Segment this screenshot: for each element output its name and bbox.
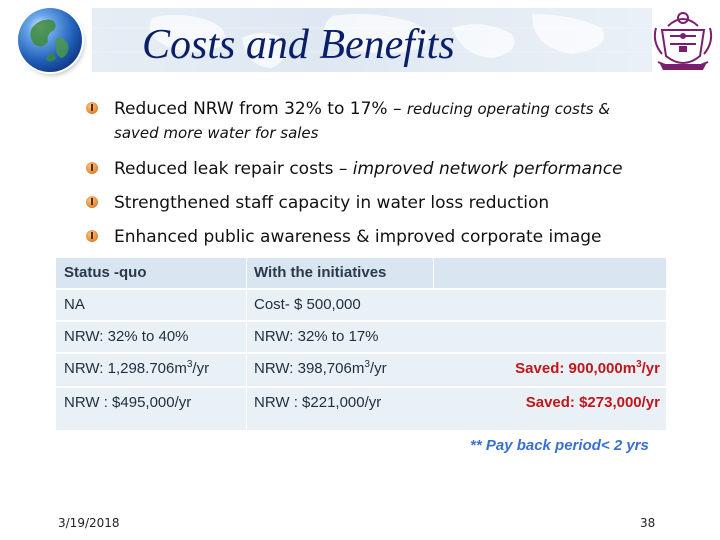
table-column-divider xyxy=(433,258,434,288)
slide-title: Costs and Benefits xyxy=(142,22,455,68)
payback-footnote: ** Pay back period< 2 yrs xyxy=(470,437,649,454)
table-cell: NRW: 32% to 40% xyxy=(64,328,189,345)
slide-date: 3/19/2018 xyxy=(58,516,120,530)
bullet-text: Strengthened staff capacity in water loss reduction xyxy=(114,193,550,213)
bullet-icon xyxy=(86,162,98,174)
slide-header xyxy=(0,0,720,82)
table-row xyxy=(56,388,666,430)
bullet-icon xyxy=(86,196,98,208)
savings-value: Saved: $900,000m^3/yr$ xyxy=(515,359,660,377)
table-header-row xyxy=(56,258,666,288)
bullet-text: Reduced leak repair costs – xyxy=(114,159,353,179)
table-row xyxy=(56,290,666,320)
bullet-icon xyxy=(86,230,98,242)
table-header-cell: With the initiatives xyxy=(254,264,387,281)
bullet-icon xyxy=(86,102,98,114)
bullet-italic-text: improved network performance xyxy=(352,159,623,179)
globe-icon xyxy=(18,8,82,72)
table-cell: NRW: $1,298.706m^3/yr$ xyxy=(64,359,210,377)
bullet-continuation-text: saved more water for sales xyxy=(114,124,319,142)
slide-page-number: 38 xyxy=(640,516,656,530)
table-cell: NA xyxy=(64,296,85,313)
savings-value: Saved: $273,000/yr xyxy=(525,394,660,411)
bullet-text: Reduced NRW from 32% to 17% – xyxy=(114,99,407,119)
table-row xyxy=(56,322,666,352)
table-cell: NRW : $495,000/yr xyxy=(64,394,192,411)
table-column-divider xyxy=(246,258,247,430)
table-cell: NRW: $398,706m^3/yr$ xyxy=(254,359,387,377)
comparison-table xyxy=(56,258,666,430)
table-row xyxy=(56,354,666,386)
bullet-italic-text: reducing operating costs & xyxy=(406,100,611,118)
bullet-text: Enhanced public awareness & improved corporate image xyxy=(114,227,602,247)
table-header-cell: Status -quo xyxy=(64,264,147,281)
table-cell: NRW : $221,000/yr xyxy=(254,394,382,411)
table-cell: NRW: 32% to 17% xyxy=(254,328,379,345)
table-cell: Cost- $ 500,000 xyxy=(254,296,361,313)
university-emblem-icon xyxy=(648,6,718,78)
